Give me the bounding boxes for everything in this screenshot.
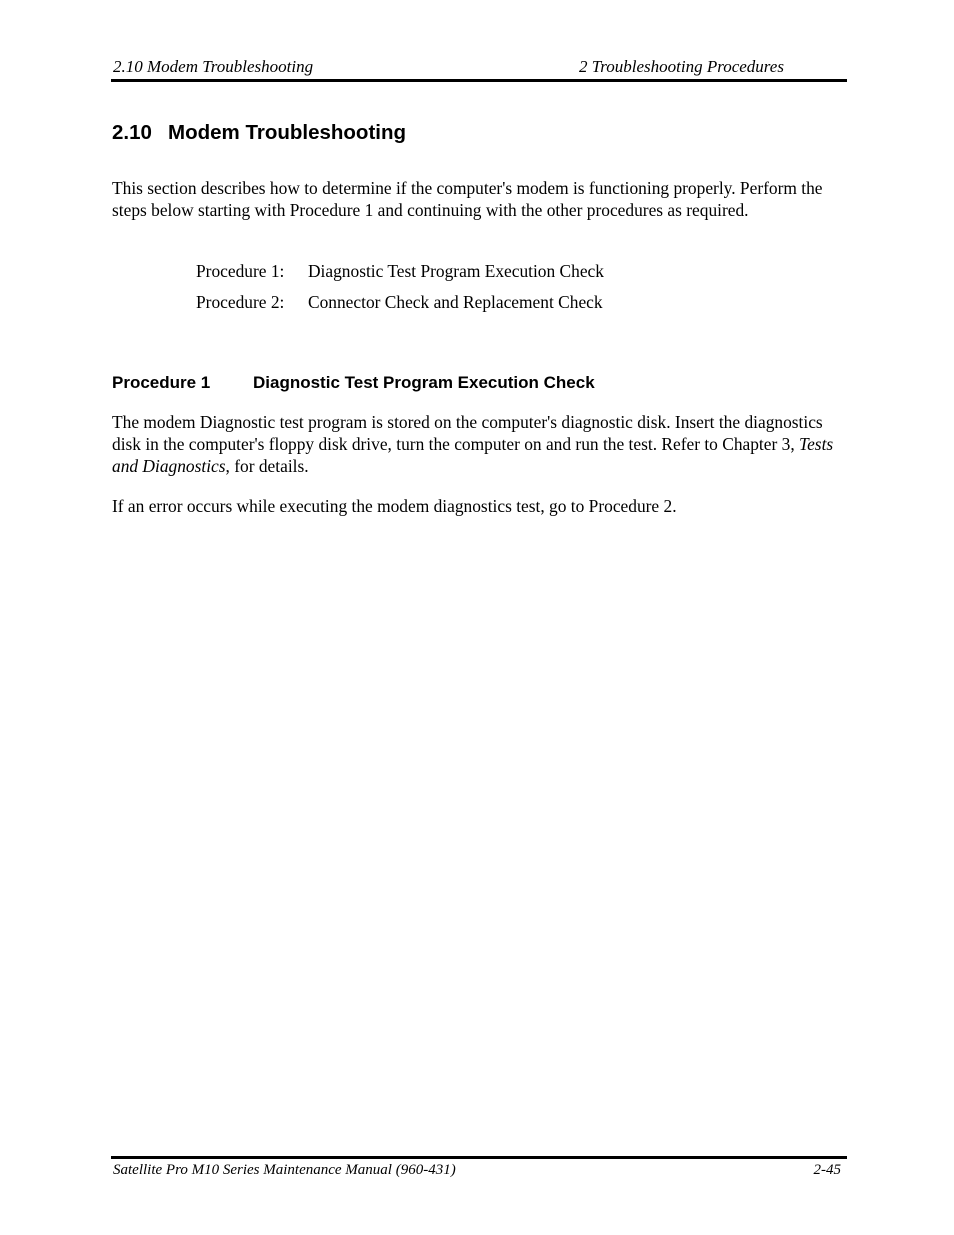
procedure-label: Procedure 1: <box>196 261 285 281</box>
procedure1-label: Procedure 1 <box>112 373 211 392</box>
section-title <box>112 120 406 146</box>
procedure1-text-tail: , for details. <box>225 455 309 476</box>
procedure1-title: Diagnostic Test Program Execution Check <box>253 373 595 392</box>
procedure-list-item <box>196 261 604 292</box>
running-footer <box>112 1161 846 1179</box>
header-section-title: 2.10 Modem Troubleshooting <box>113 57 314 76</box>
procedure1-heading <box>112 372 595 394</box>
chapter-reference: Tests and Diagnostics <box>112 433 834 476</box>
header-rule <box>111 79 847 82</box>
procedure-title: Diagnostic Test Program Execution Check <box>308 261 604 281</box>
footer-rule <box>111 1156 847 1159</box>
procedure-list-item <box>196 292 604 323</box>
procedure1-error-paragraph: If an error occurs while executing the modem diagnostics test, go to Procedure 2. <box>112 496 677 516</box>
procedure1-paragraph <box>112 412 848 477</box>
section-title-text: Modem Troubleshooting <box>168 121 407 144</box>
footer-manual-title: Satellite Pro M10 Series Maintenance Manual (960-431) <box>113 1162 456 1178</box>
running-header <box>112 57 846 77</box>
section-number: 2.10 <box>112 121 152 144</box>
procedure-label: Procedure 2: <box>196 292 285 312</box>
procedure-list <box>196 261 604 323</box>
procedure-title: Connector Check and Replacement Check <box>308 292 603 312</box>
procedure1-text: The modem Diagnostic test program is stored on the computer's diagnostic disk. Insert the diagnostics disk in the computer's floppy disk drive, turn the computer on and run the test. Refer to Chapter 3, <box>112 412 823 454</box>
intro-paragraph: This section describes how to determine if the computer's modem is functioning properly. Perform the steps below starting with Procedure 1 and continuing with the other procedures as required. <box>112 178 823 220</box>
header-chapter-title: 2 Troubleshooting Procedures <box>579 57 784 76</box>
page-number: 2-45 <box>813 1162 841 1178</box>
